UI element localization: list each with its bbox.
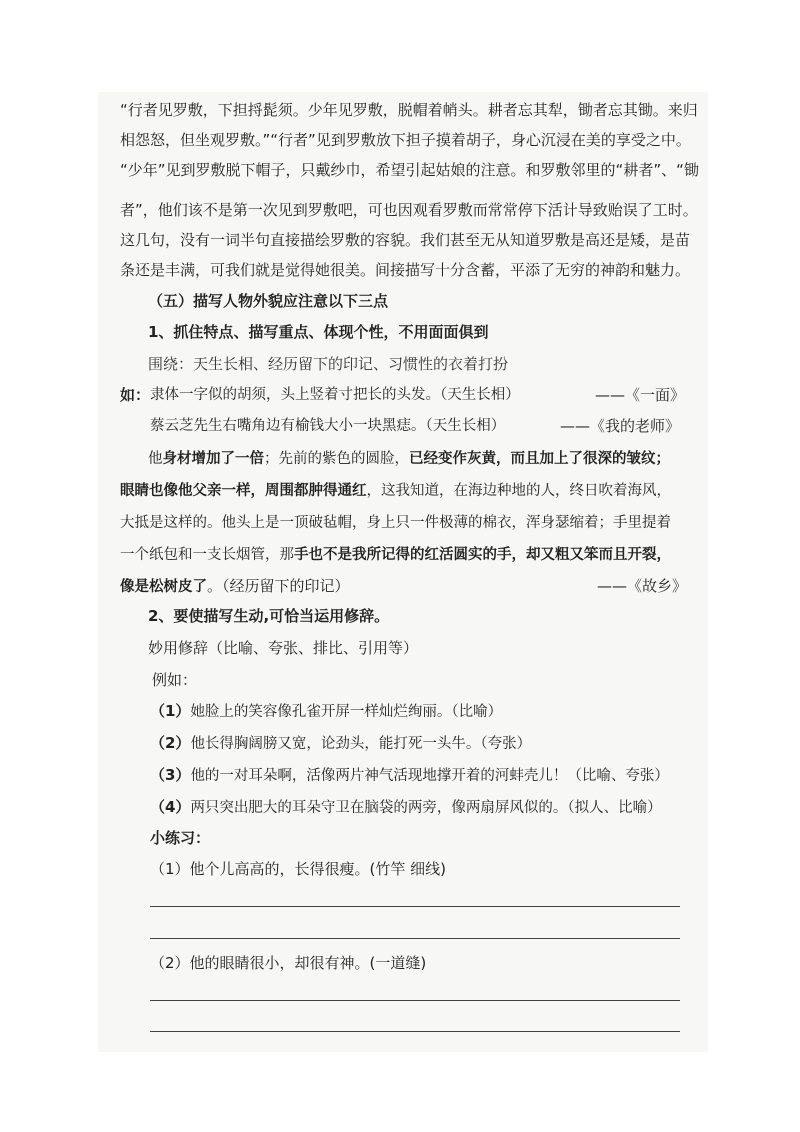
passage-line: “少年”见到罗敷脱下帽子，只戴纱巾，希望引起姑娘的注意。和罗敷邻里的“耕者”、“锄 [120,161,699,179]
section-heading: （五）描写人物外貌应注意以下三点 [148,292,389,310]
example-number: （1） [150,702,191,720]
quote-text: 一个纸包和一支长烟管，那 [120,547,294,563]
rhetoric-intro: 妙用修辞（比喻、夸张、排比、引用等） [148,639,419,657]
practice-heading: 小练习： [150,829,211,847]
quote-line [120,576,350,597]
quote-text: ；先前的紫色的圆脸， [264,451,409,467]
example-number: （3） [150,766,191,784]
example-text: 两只突出肥大的耳朵守卫在脑袋的两旁，像两扇屏风似的。（拟人、比喻） [190,800,662,816]
point-heading: 1、抓住特点、描写重点、体现个性，不用面面俱到 [148,323,489,341]
answer-line[interactable] [150,938,680,939]
example-text: 他的一对耳朵啊，活像两片神气活现地撑开着的河蚌壳儿！（比喻、夸张） [190,768,669,784]
quote-line [148,449,670,469]
source-citation: ——《我的老师》 [560,417,681,435]
rhetoric-example [150,765,669,786]
example-label: 例如： [152,671,198,689]
practice-question: （2）他的眼睛很小，却很有神。(一道缝) [150,954,427,972]
rhetoric-example [150,733,531,754]
example-text: 她脸上的笑容像孔雀开屏一样灿烂绚丽。（比喻） [190,704,503,720]
quote-line: 大抵是这样的。他头上是一顶破毡帽，身上只一件极薄的棉衣，浑身瑟缩着；手里提着 [120,515,671,531]
practice-question: （1）他个儿高高的，长得很瘦。(竹竿 细线) [150,860,447,878]
quote-line [120,545,671,565]
answer-line[interactable] [150,1031,680,1032]
example-text: 蔡云芝先生右嘴角边有榆钱大小一块黑痣。（天生长相） [150,418,506,434]
passage-line: “行者见罗敷，下担捋髭须。少年见罗敷，脱帽着帩头。耕者忘其犁，锄者忘其锄。来归 [120,101,698,119]
focus-note: 围绕：天生长相、经历留下的印记、习惯性的衣着打扮 [148,355,509,373]
example-number: （2） [150,734,191,752]
quote-text: ，这我知道，在海边种地的人，终日吹着海风， [366,483,671,499]
quote-text: 他 [148,451,163,467]
rhetoric-example [150,701,502,722]
quote-emphasis: 身材增加了一倍 [162,450,264,467]
example-prefix: 如： [120,386,151,404]
point-heading: 2、要使描写生动,可恰当运用修辞。 [148,607,390,625]
answer-line[interactable] [150,1000,680,1001]
passage-line: 相怨怒，但坐观罗敷。”“行者”见到罗敷放下担子摸着胡子，身心沉浸在美的享受之中。 [120,131,691,149]
example-text: 隶体一字似的胡须，头上竖着寸把长的头发。（天生长相） [150,387,520,403]
quote-emphasis: 手也不是我所记得的红活圆实的手，却又粗又笨而且开裂， [294,546,671,563]
source-citation: ——《一面》 [595,386,686,404]
example-number: （4） [150,798,191,816]
answer-line[interactable] [150,906,680,907]
example-text: 他长得胸阔膀又宽，论劲头，能打死一头牛。（夸张） [190,736,532,752]
passage-line: 这几句，没有一词半句直接描绘罗敷的容貌。我们甚至无从知道罗敷是高还是矮，是苗 [120,231,691,249]
source-citation: ——《故乡》 [597,577,688,595]
passage-line: 条还是丰满，可我们就是觉得她很美。间接描写十分含蓄，平添了无穷的神韵和魅力。 [120,261,691,279]
rhetoric-example [150,797,662,818]
passage-line: 者”，他们该不是第一次见到罗敷吧，可也因观看罗敷而常常停下活计导致贻误了工时。 [120,201,698,219]
quote-emphasis: 已经变作灰黄，而且加上了很深的皱纹； [409,450,670,467]
quote-emphasis: 眼睛也像他父亲一样，周围都肿得通红 [120,482,367,499]
quote-line [120,481,671,501]
quote-text: 。（经历留下的印记） [207,577,350,595]
quote-emphasis: 像是松树皮了 [120,578,207,595]
